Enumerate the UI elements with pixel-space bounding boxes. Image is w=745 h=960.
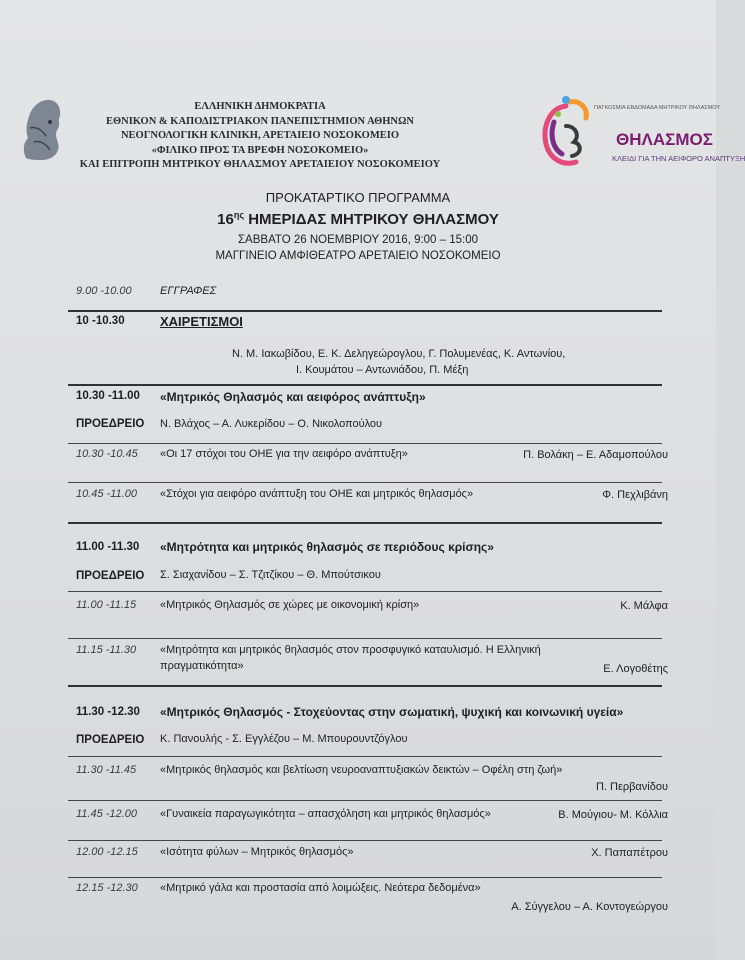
- session-title: «Μητρότητα και μητρικός θηλασμός σε περιόδους κρίσης»: [160, 540, 494, 554]
- event-title: [0, 210, 716, 228]
- talk-time: 11.00 -11.15: [76, 599, 137, 611]
- session-title: «Μητρικός Θηλασμός - Στοχεύοντας στην σωματική, ψυχική και κοινωνική υγεία»: [160, 705, 624, 719]
- header-line: ΕΘΝΙΚΟΝ & ΚΑΠΟΔΙΣΤΡΙΑΚΟΝ ΠΑΝΕΠΙΣΤΗΜΙΟΝ ΑΘΗΝΩΝ: [105, 115, 415, 127]
- session-time: 11.00 -11.30: [76, 541, 140, 553]
- talk-time: 11.45 -12.00: [76, 808, 137, 820]
- divider: [68, 638, 662, 639]
- talk-title: «Μητρότητα και μητρικός θηλασμός στον προσφυγικό καταυλισμό. Η Ελληνική: [160, 644, 541, 656]
- divider: [68, 482, 662, 483]
- greetings-speakers: Ν. Μ. Ιακωβίδου, Ε. Κ. Δεληγεώρογλου, Γ. Πολυμενέας, Κ. Αντωνίου,: [232, 348, 566, 360]
- talk-speaker: Χ. Παπαπέτρου: [591, 847, 668, 859]
- logo-tagline: ΠΑΓΚΟΣΜΙΑ ΕΒΔΟΜΑΔΑ ΜΗΤΡΙΚΟΥ ΘΗΛΑΣΜΟΥ: [594, 105, 720, 111]
- logo-brand: ΘΗΛΑΣΜΟΣ: [616, 130, 713, 149]
- chair-label: ΠΡΟΕΔΡΕΙΟ: [76, 734, 145, 746]
- session-chairs: Ν. Βλάχος – Α. Λυκερίδου – Ο. Νικολοπούλου: [160, 418, 383, 430]
- talk-speaker: Φ. Πεχλιβάνη: [602, 489, 668, 501]
- divider: [68, 522, 662, 524]
- talk-speaker: Β. Μούγιου- Μ. Κόλλια: [558, 809, 668, 821]
- divider: [68, 384, 662, 386]
- header-line: «ΦΙΛΙΚΟ ΠΡΟΣ ΤΑ ΒΡΕΦΗ ΝΟΣΟΚΟΜΕΙΟ»: [151, 144, 369, 156]
- talk-title: «Γυναικεία παραγωγικότητα – απασχόληση και μητρικός θηλασμός»: [160, 808, 491, 820]
- greetings-time: 10 -10.30: [76, 315, 125, 327]
- greetings-speakers: Ι. Κουμάτου – Αντωνιάδου, Π. Μέξη: [296, 364, 469, 376]
- mother-child-emblem-icon: [536, 92, 596, 182]
- header-line: ΝΕΟΓΝΟΛΟΓΙΚΗ ΚΛΙΝΙΚΗ, ΑΡΕΤΑΙΕΙΟ ΝΟΣΟΚΟΜΕΙΟ: [120, 130, 400, 141]
- talk-time: 12.00 -12.15: [76, 846, 138, 858]
- divider: [68, 800, 662, 801]
- divider: [68, 877, 662, 878]
- divider: [68, 443, 662, 444]
- divider: [68, 840, 662, 841]
- event-number-suffix: ης: [233, 210, 245, 220]
- talk-title: πραγματικότητα»: [160, 660, 244, 672]
- divider: [68, 685, 662, 687]
- chair-label: ΠΡΟΕΔΡΕΙΟ: [76, 418, 145, 430]
- registration-time: 9.00 -10.00: [76, 285, 132, 297]
- talk-speaker: Κ. Μάλφα: [620, 600, 668, 612]
- session-time: 11.30 -12.30: [76, 706, 140, 718]
- talk-title: «Στόχοι για αειφόρο ανάπτυξη του ΟΗΕ και μητρικός θηλασμός»: [160, 488, 474, 500]
- session-chairs: Κ. Πανουλής - Σ. Εγγλέζου – Μ. Μπουρουντζόγλου: [160, 733, 408, 745]
- header-line: ΕΛΛΗΝΙΚΗ ΔΗΜΟΚΡΑΤΙΑ: [194, 101, 326, 112]
- talk-title: «Μητρικός Θηλασμός σε χώρες με οικονομική κρίση»: [160, 599, 420, 611]
- athena-head-logo: [16, 92, 66, 164]
- event-venue: ΜΑΓΓΙΝΕΙΟ ΑΜΦΙΘΕΑΤΡΟ ΑΡΕΤΑΙΕΙΟ ΝΟΣΟΚΟΜΕΙΟ: [215, 250, 501, 262]
- divider: [68, 310, 662, 312]
- institution-header: [70, 100, 450, 173]
- talk-time: 10.30 -10.45: [76, 448, 138, 460]
- talk-title: «Μητρικό γάλα και προστασία από λοιμώξεις. Νεότερα δεδομένα»: [160, 882, 481, 894]
- talk-speaker: Π. Περβανίδου: [595, 781, 668, 793]
- program-label: ΠΡΟΚΑΤΑΡΤΙΚΟ ΠΡΟΓΡΑΜΜΑ: [265, 190, 451, 205]
- logo-subtitle: ΚΛΕΙΔΙ ΓΙΑ ΤΗΝ ΑΕΙΦΟΡΟ ΑΝΑΠΤΥΞΗ: [612, 154, 745, 163]
- greetings-label: ΧΑΙΡΕΤΙΣΜΟΙ: [160, 314, 243, 329]
- header-line: ΚΑΙ ΕΠΙΤΡΟΠΗ ΜΗΤΡΙΚΟΥ ΘΗΛΑΣΜΟΥ ΑΡΕΤΑΙΕΙΟΥ ΝΟΣΟΚΟΜΕΙΟΥ: [79, 159, 441, 170]
- talk-speaker: Π. Βολάκη – Ε. Αδαμοπούλου: [523, 449, 668, 461]
- event-date: ΣΑΒΒΑΤΟ 26 ΝΟΕΜΒΡΙΟΥ 2016, 9:00 – 15:00: [237, 234, 479, 246]
- breastfeeding-week-logo: [536, 92, 745, 182]
- divider: [68, 756, 662, 757]
- talk-title: «Ισότητα φύλων – Μητρικός θηλασμός»: [160, 846, 354, 858]
- session-time: 10.30 -11.00: [76, 390, 140, 402]
- chair-label: ΠΡΟΕΔΡΕΙΟ: [76, 570, 145, 582]
- talk-time: 11.15 -11.30: [76, 644, 137, 656]
- session-title: «Μητρικός Θηλασμός και αειφόρος ανάπτυξη»: [160, 390, 426, 404]
- session-chairs: Σ. Σιαχανίδου – Σ. Τζιτζίκου – Θ. Μπούτσικου: [160, 569, 381, 581]
- divider: [68, 591, 662, 592]
- event-number: 16: [217, 211, 234, 228]
- registration-label: ΕΓΓΡΑΦΕΣ: [160, 285, 217, 297]
- talk-speaker: Α. Σύγγελου – Α. Κοντογεώργου: [511, 901, 668, 913]
- talk-speaker: Ε. Λογοθέτης: [603, 663, 668, 675]
- talk-time: 11.30 -11.45: [76, 764, 137, 776]
- talk-time: 12.15 -12.30: [76, 882, 138, 894]
- talk-title: «Μητρικός θηλασμός και βελτίωση νευροαναπτυξιακών δεικτών – Οφέλη στη ζωή»: [160, 764, 563, 776]
- talk-title: «Οι 17 στόχοι του ΟΗΕ για την αειφόρο ανάπτυξη»: [160, 448, 408, 460]
- talk-time: 10.45 -11.00: [76, 488, 137, 500]
- event-name: ΗΜΕΡΙΔΑΣ ΜΗΤΡΙΚΟΥ ΘΗΛΑΣΜΟΥ: [244, 211, 499, 228]
